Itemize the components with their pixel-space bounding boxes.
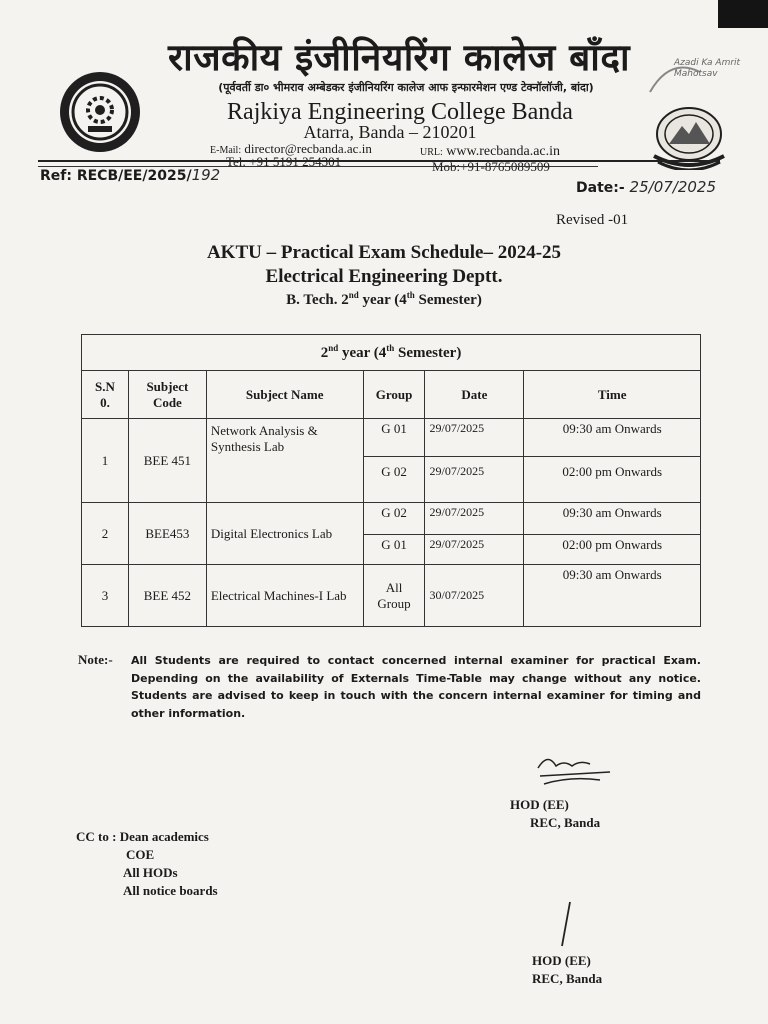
date-label: Date:- [576, 180, 625, 196]
table-row [82, 503, 701, 535]
program-title-part: year (4 [358, 292, 407, 308]
note-text: All Students are required to contact concerned internal examiner for practical Exam. Depending on the availability of Externals Time-Table may change without any notice. Students are advised to keep in touch with the concern internal examiner for timing and other information. [131, 654, 701, 720]
header-sno-line: 0. [100, 394, 110, 410]
college-name-english: Rajkiya Engineering College Banda [227, 99, 573, 125]
url-label: URL: [420, 147, 443, 158]
hod-signature-icon [530, 750, 620, 790]
program-title-sup: nd [348, 290, 359, 300]
department-title: Electrical Engineering Deptt. [265, 266, 503, 287]
ref-handwritten-number: 192 [191, 166, 221, 184]
cc-item: COE [126, 847, 155, 862]
cell-group: G 01 [363, 535, 425, 565]
email-value: director@recbanda.ac.in [244, 141, 372, 156]
signatory-block-2 [532, 952, 602, 988]
contact-mob: Mob:+91-8765089509 [432, 159, 550, 174]
cc-label: CC to : [76, 829, 117, 844]
college-address: Atarra, Banda – 210201 [303, 122, 477, 142]
letter-date [576, 178, 716, 196]
url-value: www.recbanda.ac.in [446, 144, 561, 159]
cell-date: 29/07/2025 [425, 419, 524, 457]
caption-sup: nd [328, 343, 339, 353]
table-row [82, 565, 701, 627]
cell-sno: 2 [82, 503, 129, 565]
college-emblem-icon [58, 70, 142, 154]
cc-item: All HODs [123, 865, 178, 880]
table-row [82, 419, 701, 457]
table-header-row [82, 371, 701, 419]
cell-time: 09:30 am Onwards [524, 565, 701, 627]
program-title-part: Semester) [414, 292, 482, 308]
header-sno-line: S.N [95, 378, 115, 394]
schedule-title: AKTU – Practical Exam Schedule– 2024-25 [206, 242, 562, 263]
cell-code: BEE453 [128, 503, 206, 565]
exam-schedule-table [81, 334, 701, 627]
cell-name: Digital Electronics Lab [206, 503, 363, 565]
azadi-logo-text: Azadi Ka Amrit Mahotsav [674, 58, 741, 79]
header-name: Subject Name [206, 371, 363, 419]
header-code-line: Code [152, 394, 182, 410]
college-name-hindi: राजकीय इंजीनियरिंग कालेज बाँदा [168, 36, 631, 79]
cell-date: 30/07/2025 [425, 565, 524, 627]
cell-name: Electrical Machines-I Lab [206, 565, 363, 627]
cell-group: G 01 [363, 419, 425, 457]
cc-item: All notice boards [123, 883, 218, 898]
header-time: Time [524, 371, 701, 419]
signatory-block-1 [510, 796, 600, 832]
ref-label: Ref: RECB/EE/2025/ [40, 168, 192, 184]
reference-number [40, 166, 220, 184]
signatory-org: REC, Banda [532, 971, 603, 986]
cc-line [76, 828, 218, 846]
signatory-title: HOD (EE) [532, 953, 591, 968]
header-group: Group [363, 371, 425, 419]
contact-tel: Tel: +91 5191 254301 [226, 154, 342, 169]
contact-url-row [420, 144, 560, 160]
note-label: Note:- [78, 652, 113, 667]
cell-group: All Group [363, 565, 425, 627]
cell-date: 29/07/2025 [425, 503, 524, 535]
cc-block [76, 828, 218, 900]
cell-sno: 1 [82, 419, 129, 503]
cell-code: BEE 452 [128, 565, 206, 627]
page-corner-shadow [718, 0, 768, 28]
table-caption-row [82, 335, 701, 371]
caption-part: 2 [320, 345, 329, 361]
program-title [0, 290, 768, 309]
cell-group: G 02 [363, 457, 425, 503]
azadi-logo [640, 52, 750, 100]
cell-sno: 3 [82, 565, 129, 627]
signatory-title: HOD (EE) [510, 797, 569, 812]
cell-date: 29/07/2025 [425, 457, 524, 503]
letterhead-rule [38, 160, 720, 162]
table-caption [82, 335, 701, 371]
header-date: Date [425, 371, 524, 419]
header-code [128, 371, 206, 419]
program-title-sup: th [406, 290, 415, 300]
cell-time: 09:30 am Onwards [524, 503, 701, 535]
header-sno [82, 371, 129, 419]
caption-part: Semester) [394, 345, 462, 361]
revision-label: Revised -01 [556, 212, 629, 228]
cell-group: G 02 [363, 503, 425, 535]
header-code-line: Subject [146, 378, 189, 394]
cell-date: 29/07/2025 [425, 535, 524, 565]
caption-part: year (4 [338, 345, 387, 361]
caption-sup: th [386, 343, 395, 353]
signatory-org: REC, Banda [530, 815, 601, 830]
cc-item: Dean academics [119, 829, 209, 844]
email-label: E-Mail: [210, 145, 242, 156]
cell-name: Network Analysis & Synthesis Lab [206, 419, 363, 503]
college-former-name-hindi: (पूर्ववर्ती डा० भीमराव अम्बेडकर इंजीनियरिंग कालेज आफ इन्फारमेशन एण्ड टेक्नॉलॉजी, बांदा) [218, 81, 594, 94]
cell-time: 02:00 pm Onwards [524, 457, 701, 503]
cell-code: BEE 451 [128, 419, 206, 503]
cell-time: 02:00 pm Onwards [524, 535, 701, 565]
signature-stroke-icon [556, 900, 576, 950]
program-title-part: B. Tech. 2 [286, 292, 349, 308]
cell-time: 09:30 am Onwards [524, 419, 701, 457]
date-handwritten-value: 25/07/2025 [629, 178, 717, 196]
